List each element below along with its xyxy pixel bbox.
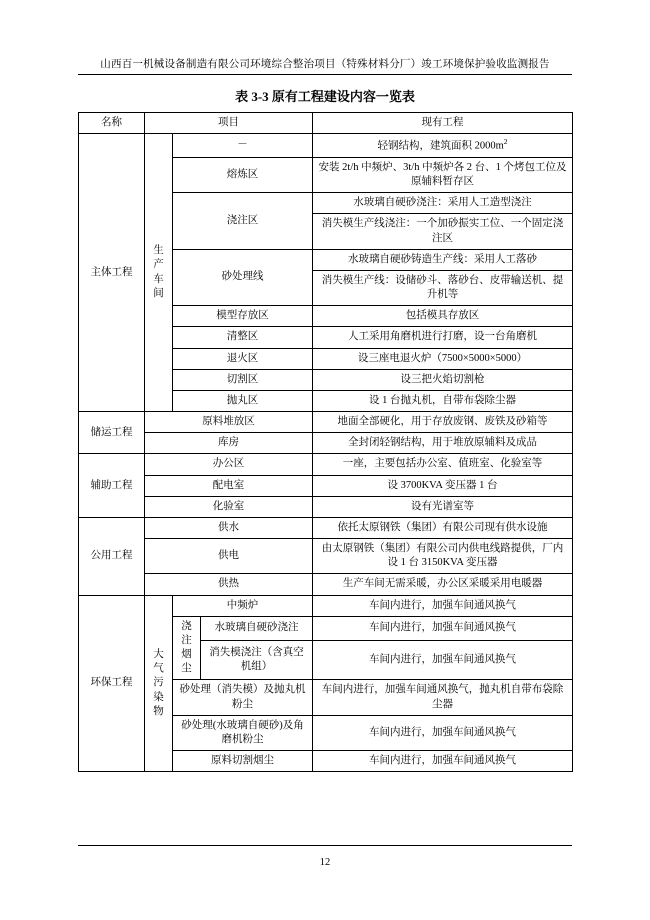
table-row [79, 496, 573, 517]
item-content: 全封闭轻钢结构，用于堆放原辅料及成品 [313, 433, 573, 454]
item-content: 轻钢结构，建筑面积 $2000m^2$ [313, 134, 573, 158]
item-label: 中频炉 [173, 595, 313, 616]
item-content: 消失模生产线浇注：一个加砂振实工位、一个固定浇注区 [313, 214, 573, 249]
item-label: 化验室 [145, 496, 313, 517]
item-label: 熔炼区 [173, 157, 313, 192]
item-label: 抛丸区 [173, 390, 313, 411]
item-label: 砂处理(水玻璃自硬砂)及角磨机粉尘 [173, 715, 313, 750]
content-table [78, 112, 573, 772]
table-row [79, 475, 573, 496]
page-number: 12 [319, 857, 331, 868]
column-header-item: 项目 [145, 113, 313, 134]
item-content: 车间内进行，加强车间通风换气 [313, 715, 573, 750]
item-label: 库房 [145, 433, 313, 454]
running-header: 山西百一机械设备制造有限公司环境综合整治项目（特殊材料分厂）竣工环境保护验收监测报告 [100, 59, 550, 70]
group-utility: 公用工程 [79, 517, 145, 595]
table-header-row [79, 113, 573, 134]
item-label: 清整区 [173, 327, 313, 348]
item-label: － [173, 134, 313, 158]
item-content: 设三座电退火炉（7500×5000×5000） [313, 348, 573, 369]
header-divider [78, 74, 572, 75]
item-content: 包括模具存放区 [313, 306, 573, 327]
item-content: 一座，主要包括办公室、值班室、化验室等 [313, 454, 573, 475]
item-content: 设 1 台抛丸机，自带布袋除尘器 [313, 390, 573, 411]
item-content: 由太原钢铁（集团）有限公司内供电线路提供，厂内设 1 台 3150KVA 变压器 [313, 539, 573, 574]
item-label: 模型存放区 [173, 306, 313, 327]
group-storage: 储运工程 [79, 412, 145, 454]
item-label: 原料切割烟尘 [173, 751, 313, 772]
item-label: 砂处理线 [173, 249, 313, 306]
column-header-content: 现有工程 [313, 113, 573, 134]
table-row [79, 412, 573, 433]
item-label: 切割区 [173, 369, 313, 390]
item-label: 配电室 [145, 475, 313, 496]
group-air-pollutant: 大气污染物 [145, 595, 173, 772]
item-content: 车间内进行，加强车间通风换气 [313, 595, 573, 616]
footer-divider [78, 845, 572, 846]
item-content: 车间内进行，加强车间通风换气，抛丸机自带布袋除尘器 [313, 680, 573, 715]
item-content: 设三把火焰切割枪 [313, 369, 573, 390]
table-row [79, 134, 573, 158]
item-label: 办公区 [145, 454, 313, 475]
item-label: 退火区 [173, 348, 313, 369]
item-content: 设 3700KVA 变压器 1 台 [313, 475, 573, 496]
item-label: 砂处理（消失模）及抛丸机粉尘 [173, 680, 313, 715]
table-row [79, 539, 573, 574]
item-content: 安装 2t/h 中频炉、3t/h 中频炉各 2 台、1 个烤包工位及原辅料暂存区 [313, 157, 573, 192]
item-content: 设有光谱室等 [313, 496, 573, 517]
item-content: 消失模生产线：设储砂斗、落砂台、皮带输送机、提升机等 [313, 270, 573, 305]
item-label: 消失模浇注（含真空机组） [201, 640, 313, 680]
group-auxiliary: 辅助工程 [79, 454, 145, 518]
item-label: 浇注区 [173, 193, 313, 250]
group-pouring-fume: 浇注烟尘 [173, 616, 201, 680]
item-content: 水玻璃自硬砂铸造生产线：采用人工落砂 [313, 249, 573, 270]
item-content: 车间内进行，加强车间通风换气 [313, 751, 573, 772]
item-content: 水玻璃自硬砂浇注：采用人工造型浇注 [313, 193, 573, 214]
item-content: 生产车间无需采暖，办公区采暖采用电暖器 [313, 574, 573, 595]
table-row [79, 433, 573, 454]
item-label: 水玻璃自硬砂浇注 [201, 616, 313, 640]
item-content: 地面全部硬化，用于存放废钢、废铁及砂箱等 [313, 412, 573, 433]
page-title: 表 3-3 原有工程建设内容一览表 [235, 89, 415, 104]
item-label: 供电 [145, 539, 313, 574]
column-header-name: 名称 [79, 113, 145, 134]
item-content: 车间内进行，加强车间通风换气 [313, 616, 573, 640]
item-content: 依托太原钢铁（集团）有限公司现有供水设施 [313, 517, 573, 538]
item-label: 原料堆放区 [145, 412, 313, 433]
item-label: 供水 [145, 517, 313, 538]
group-main-works: 主体工程 [79, 134, 145, 412]
item-content: 人工采用角磨机进行打磨，设一台角磨机 [313, 327, 573, 348]
table-row [79, 454, 573, 475]
table-row [79, 595, 573, 616]
item-content: 车间内进行，加强车间通风换气 [313, 640, 573, 680]
table-row [79, 517, 573, 538]
table-row [79, 574, 573, 595]
item-label: 供热 [145, 574, 313, 595]
group-environmental: 环保工程 [79, 595, 145, 772]
group-workshop: 生产车间 [145, 134, 173, 412]
